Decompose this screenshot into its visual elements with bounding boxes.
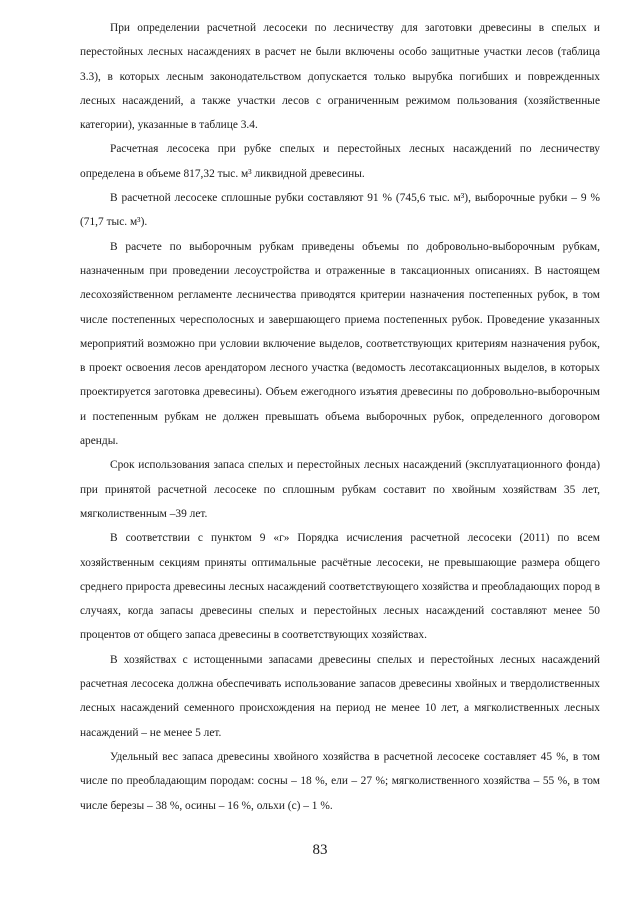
page-number: 83 <box>312 842 328 858</box>
paragraph-usage-period: Срок использования запаса спелых и перестойных лесных насаждений (эксплуатационного фонда) при принятой расчетной лесосеке по сплошным рубкам составит по хвойным хозяйствам 35 лет, мягколиственным –39 лет. <box>80 459 600 520</box>
paragraph-depleted-stocks: В хозяйствах с истощенными запасами древесины спелых и перестойных лесных насаждений расчетная лесосека должна обеспечивать использование запасов древесины хвойных и твердолиственных лесных насаждений семенного происхождения на период не менее 10 лет, а мягколиственных лесных насаждений – не менее 5 лет. <box>80 653 600 739</box>
paragraph-clear-cut-share: В расчетной лесосеке сплошные рубки составляют 91 % (745,6 тыс. м³), выборочные рубки – 9 % (71,7 тыс. м³). <box>80 192 600 229</box>
paragraph-allowable-cut-volume: Расчетная лесосека при рубке спелых и перестойных лесных насаждений по лесничеству определена в объеме 817,32 тыс. м³ ликвидной древесины. <box>80 143 600 180</box>
paragraph-selective-cutting: В расчете по выборочным рубкам приведены объемы по добровольно-выборочным рубкам, назначенным при проведении лесоустройства и отраженные в таксационных описаниях. В настоящем лесохозяйственном регламенте лесничества приводятся критерии назначения постепенных рубок, в том числе постепенных чересполосных и завершающего приема постепенных рубок. Проведение указанных мероприятий возможно при условии включение выделов, соответствующих критериям назначения рубок, в проект освоения лесов арендатором лесного участка (ведомость лесотаксационных выделов, в которых проектируется заготовка древесины). Объем ежегодного изъятия древесины по добровольно-выборочным и постепенным рубкам не должен превышать объема выборочных рубок, определенного договором аренды. <box>80 240 600 448</box>
paragraph-species-share: Удельный вес запаса древесины хвойного хозяйства в расчетной лесосеке составляет 45 %, в том числе по преобладающим породам: сосны – 18 %, ели – 27 %; мягколиственного хозяйства – 55 %, в том числе березы – 38 %, осины – 16 %, ольхи (с) – 1 %. <box>80 750 600 812</box>
paragraph-excluded-areas: При определении расчетной лесосеки по лесничеству для заготовки древесины в спелых и перестойных лесных насаждениях в расчет не были включены особо защитные участки лесов (таблица 3.3), в которых лесным законодательством допускается только вырубка погибших и поврежденных лесных насаждений, а также участки лесов с ограниченным режимом пользования (хозяйственные категории), указанные в таблице 3.4. <box>80 22 600 132</box>
paragraph-optimal-cut: В соответствии с пунктом 9 «г» Порядка исчисления расчетной лесосеки (2011) по всем хозяйственным секциям приняты оптимальные расчётные лесосеки, не превышающие размера общего среднего прироста древесины лесных насаждений соответствующего хозяйства и преобладающих пород в случаях, когда запасы древесины спелых и перестойных лесных насаждений составляют менее 50 процентов от общего запаса древесины в соответствующих хозяйствах. <box>80 532 600 642</box>
body-text <box>80 16 600 818</box>
